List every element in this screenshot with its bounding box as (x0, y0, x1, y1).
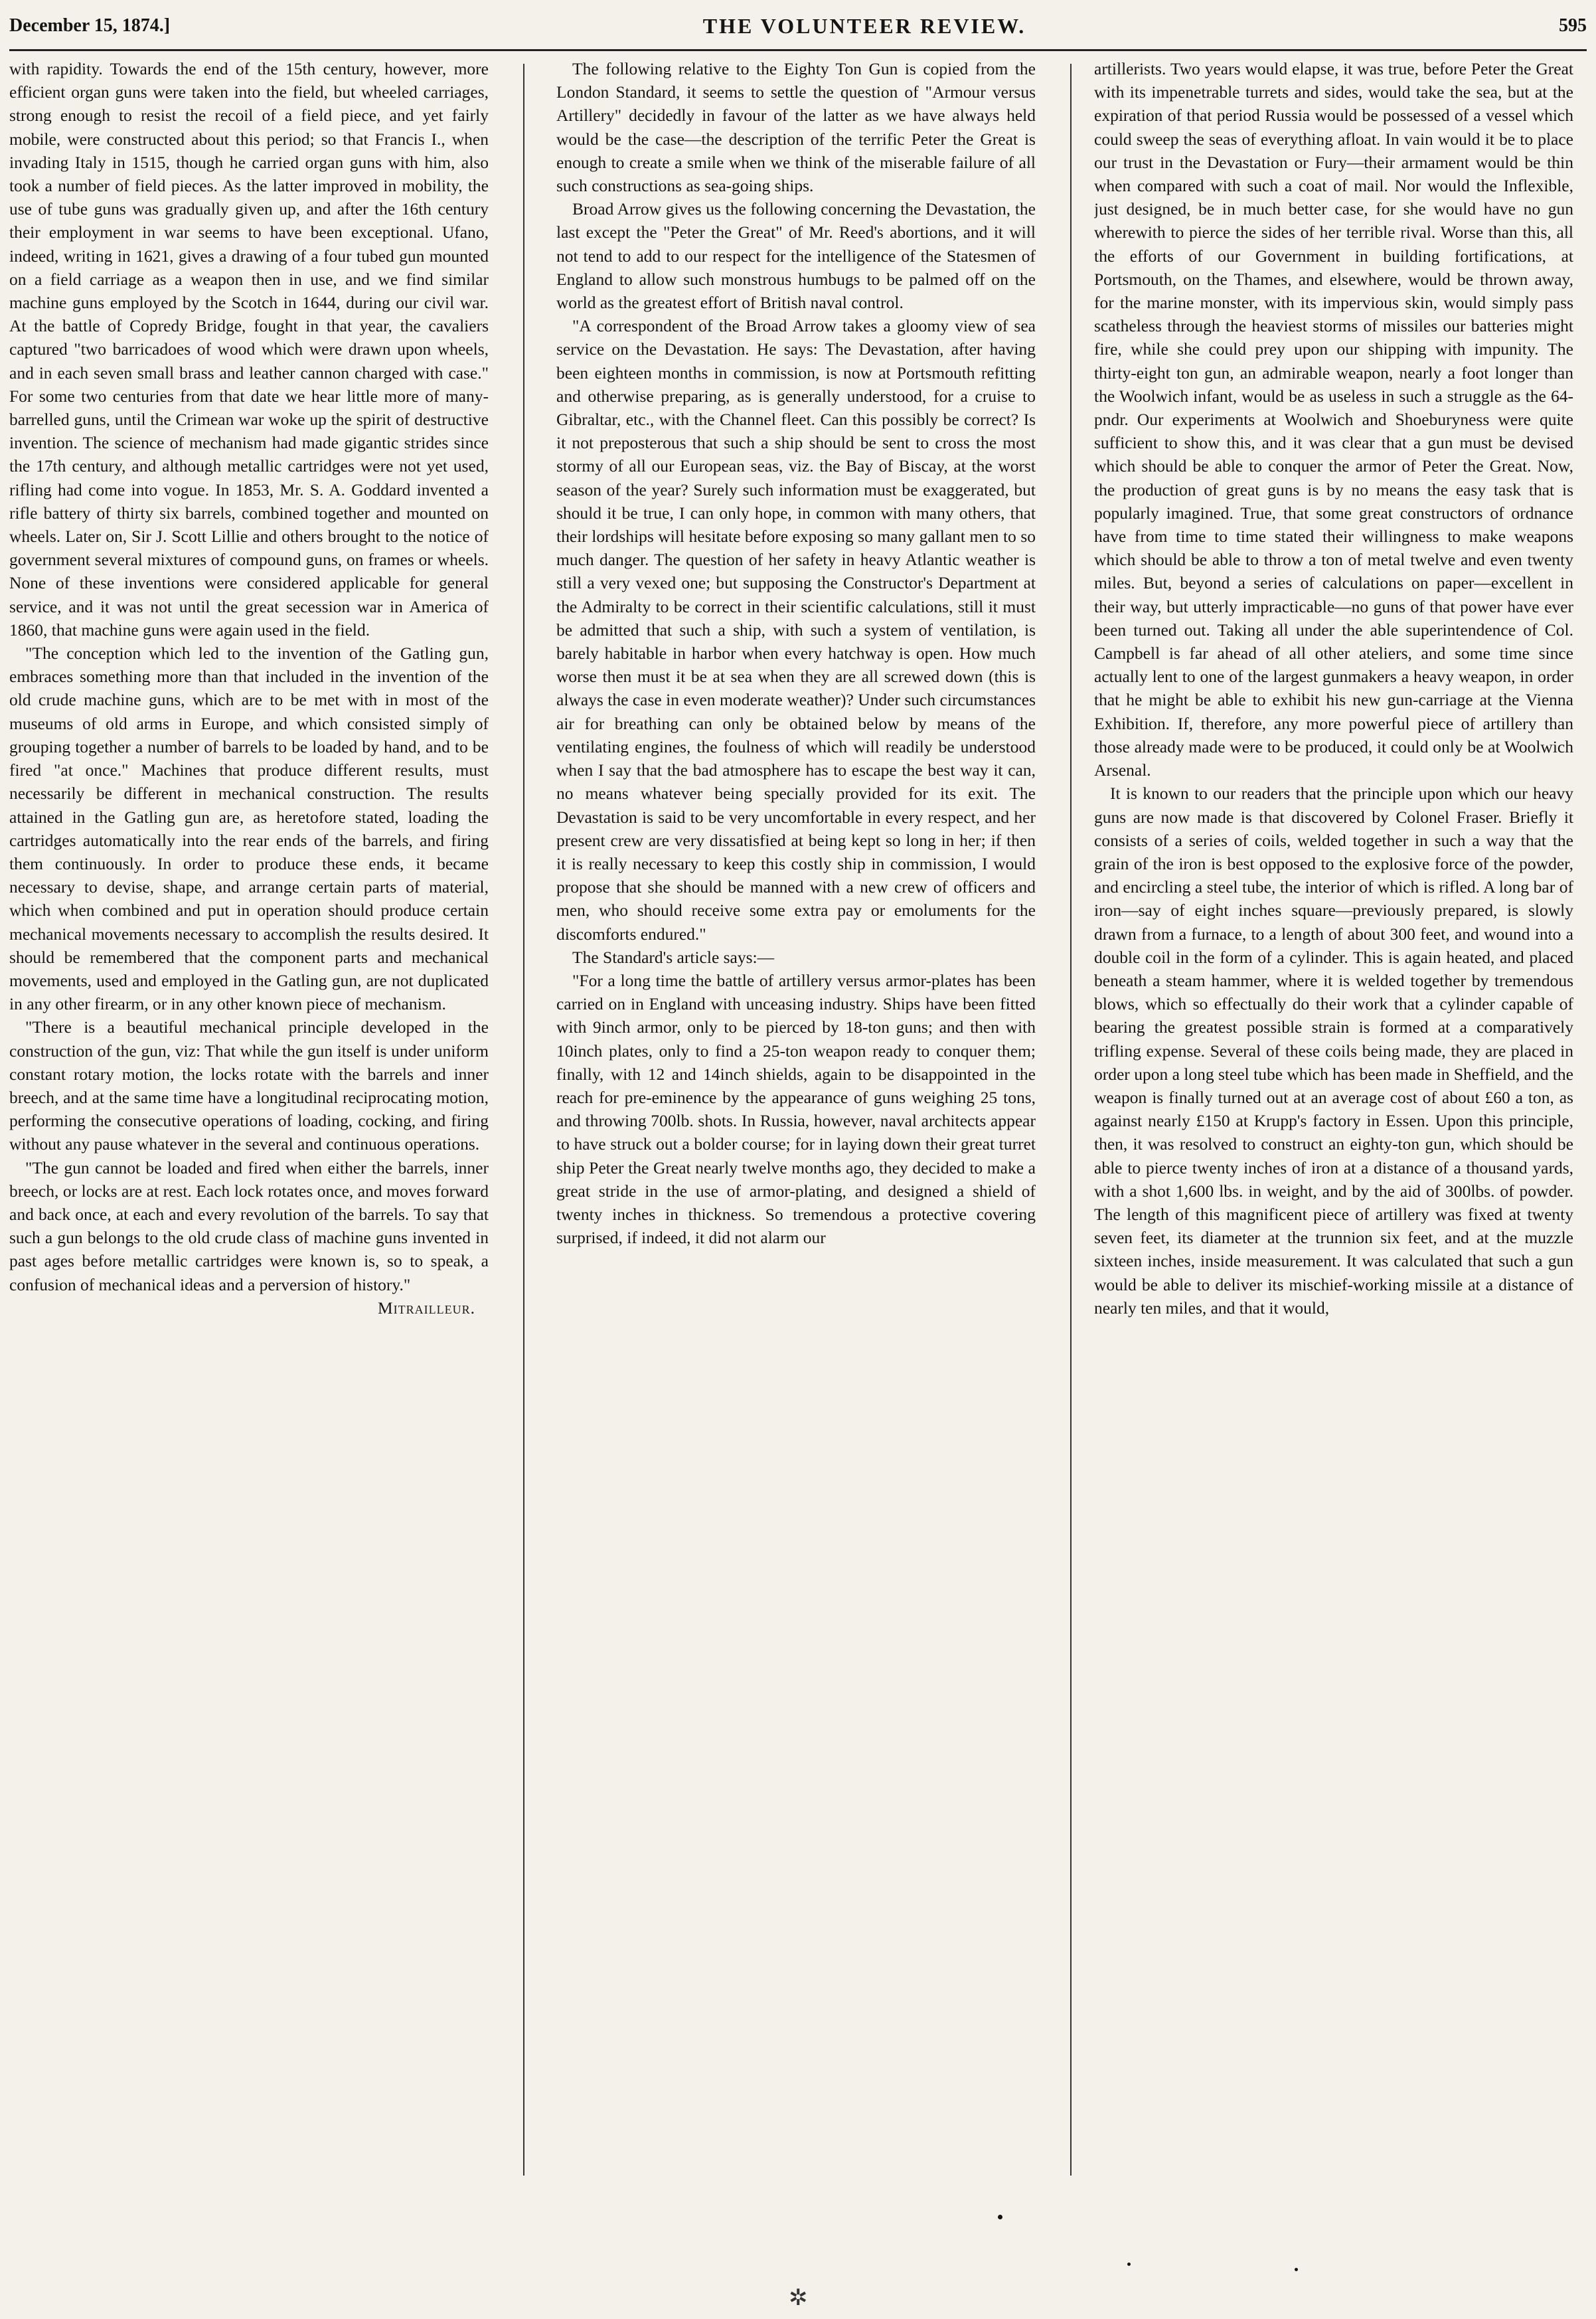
page-header (9, 3, 1587, 51)
column-1 (9, 57, 489, 2182)
page-number: 595 (1559, 15, 1587, 36)
ink-spot (998, 2215, 1002, 2219)
ink-smudge: ✲ (789, 2286, 808, 2310)
paragraph: "The conception which led to the invention of the Gatling gun, embraces something more than that included in the invention of the old crude machine guns, which are to be met with in most of the museums of old arms in Europe, and which consisted simply of grouping together a number of barrels to be loaded by hand, and to be fired "at once." Machines that produce different results, must necessarily be different in mechanical construction. The results attained in the Gatling gun are, as heretofore stated, loading the cartridges automatically into the rear ends of the barrels, and firing them continuously. In order to produce these ends, it became necessary to devise, shape, and arrange certain parts of material, which when combined and put in operation should produce certain mechanical movements necessary to accomplish the results desired. It should be remembered that the component parts and mechanical movements, used and employed in the Gatling gun, are not duplicated in any other firearm, or in any other known piece of mechanism. (9, 644, 489, 1014)
paragraph: "The gun cannot be loaded and fired when either the barrels, inner breech, or locks are at rest. Each lock rotates once, and moves forward and back once, at each and every revolution of the barrels. To say that such a gun belongs to the old crude class of machine guns invented in past ages before metallic cartridges were known is, so to speak, a confusion of mechanical ideas and a perversion of history." (9, 1158, 489, 1294)
paragraph: artillerists. Two years would elapse, it was true, before Peter the Great with its impenetrable turrets and sides, would take the sea, but at the expiration of that period Russia would be possessed of a vessel which could sweep the seas of everything afloat. In vain would it be to place our trust in the Devastation or Fury—their armament would be thin when compared with such a coat of mail. Nor would the Inflexible, just designed, be in much better case, for she would have no gun wherewith to pierce the sides of her terrible rival. Worse than this, all the efforts of our Government in building fortifications, at Portsmouth, on the Thames, and elsewhere, would be thrown away, for the marine monster, with its impervious skin, would simply pass scatheless through the heaviest storms of missiles our batteries might fire, while she could prey upon our shipping with impunity. The thirty-eight ton gun, an admirable weapon, nearly a foot longer than the Woolwich infant, would be as useless in such a struggle as the 64-pndr. Our experiments at Woolwich and Shoeburyness were quite sufficient to show this, and it was clear that a gun must be devised which should be able to conquer the armor of Peter the Great. Now, the production of great guns is by no means the easy task that is popularly imagined. True, that some great constructors of ordnance have from time to time stated their willingness to make weapons which should be able to throw a ton of metal twelve and even twenty miles. But, beyond a series of calculations on paper—excellent in their way, but utterly impracticable—no guns of that power have ever been turned out. Taking all under the able superintendence of Col. Campbell is far ahead of all other ateliers, and some time since actually lent to one of the largest gunmakers a heavy weapon, in order that he might be able to exhibit his new gun-carriage at the Vienna Exhibition. If, therefore, any more powerful piece of artillery than those already made were to be produced, it could only be at Woolwich Arsenal. (1094, 59, 1573, 780)
publication-title: THE VOLUNTEER REVIEW. (702, 13, 1026, 38)
author-signature: Mitrailleur. (377, 1298, 475, 1318)
paragraph: It is known to our readers that the principle upon which our heavy guns are now made is that discovered by Colonel Fraser. Briefly it consists of a series of coils, welded together in such a way that the grain of the iron is best opposed to the explosive force of the powder, and encircling a steel tube, the interior of which is rifled. A long bar of iron—say of eight inches square—previously prepared, is slowly drawn from a furnace, to a length of about 300 feet, and wound into a double coil in the form of a cylinder. This is again heated, and placed beneath a steam hammer, where it is welded together by tremendous blows, which so effectually do their work that a cylinder capable of bearing the greatest possible strain is formed at a comparatively trifling expense. Several of these coils being made, they are placed in order upon a long steel tube which has been made in Sheffield, and the weapon is finally turned out at an average cost of about £60 a ton, as against nearly £150 at Krupp's factory in Essen. Upon this principle, then, it was resolved to construct an eighty-ton gun, which should be able to pierce twenty inches of iron at a distance of a thousand yards, with a shot 1,600 lbs. in weight, and by the aid of 300lbs. of powder. The length of this magnificent piece of artillery was fixed at twenty seven feet, its diameter at the trunnion six feet, and at the muzzle sixteen inches, inside measurement. It was calculated that such a gun would be able to deliver its mischief-working missile at a distance of nearly ten miles, and that it would, (1094, 784, 1573, 1318)
paragraph: "There is a beautiful mechanical principle developed in the construction of the gun, viz: That while the gun itself is under uniform constant rotary motion, the locks rotate with the barrels and inner breech, and at the same time have a longitudinal reciprocating motion, performing the consecutive operations of loading, cocking, and firing without any pause whatever in the several and continuous operations. (9, 1017, 489, 1154)
paragraph: "For a long time the battle of artillery versus armor-plates has been carried on in England with unceasing industry. Ships have been fitted with 9inch armor, only to be pierced by 18-ton guns; and then with 10inch plates, only to find a 25-ton weapon ready to conquer them; finally, with 12 and 14inch shields, again to be disappointed in the reach for pre-eminence by the appearance of guns weighing 25 tons, and throwing 700lb. shots. In Russia, however, naval architects appear to have struck out a bolder course; for in laying down their great turret ship Peter the Great nearly twelve months ago, they decided to make a great stride in the use of armor-plating, and designed a shield of twenty inches in thickness. So tremendous a protective covering surprised, if indeed, it did not alarm our (556, 970, 1036, 1248)
issue-date: December 15, 1874.] (9, 15, 171, 36)
paragraph: The following relative to the Eighty Ton Gun is copied from the London Standard, it seems to settle the question of "Armour versus Artillery" decidedly in favour of the latter as we have always held would be the case—the description of the terrific Peter the Great is enough to create a smile when we think of the miserable failure of all such constructions as sea-going ships. (556, 59, 1036, 196)
paragraph: "A correspondent of the Broad Arrow takes a gloomy view of sea service on the Devastation. He says: The Devastation, after having been eighteen months in commission, is now at Portsmouth refitting and otherwise preparing, as is generally understood, for a cruise to Gibraltar, etc., with the Channel fleet. Can this possibly be correct? Is it not preposterous that such a ship should be sent to cross the most stormy of all our European seas, viz. the Bay of Biscay, at the worst season of the year? Surely such information must be exaggerated, but should it be true, I can only hope, in common with many others, that their lordships will hesitate before exposing so many gallant men to so much danger. The question of her safety in heavy Atlantic weather is still a very vexed one; but supposing the Constructor's Department at the Admiralty to be correct in their scientific calculations, still it must be admitted that such a ship, with such a system of ventilation, is barely habitable in harbor when every hatchway is open. How much worse then must it be at sea when they are all screwed down (this is always the case in even moderate weather)? Under such circumstances air for breathing can only be obtained below by means of the ventilating engines, the foulness of which will readily be understood when I say that the bad atmosphere has to escape the best way it can, no means whatever being specially provided for its exit. The Devastation is said to be very uncomfortable in every respect, and her present crew are very dissatisfied at being kept so long in her; if then it is really necessary to keep this costly ship in commission, I would propose that she should be manned with a new crew of officers and men, who should receive some extra pay or emoluments for the discomforts endured." (556, 316, 1036, 944)
ink-spot (1127, 2263, 1131, 2266)
article-columns (9, 57, 1587, 2182)
paragraph: with rapidity. Towards the end of the 15th century, however, more efficient organ guns were taken into the field, but wheeled carriages, strong enough to resist the recoil of a field piece, and yet fairly mobile, were constructed about this period; so that Francis I., when invading Italy in 1515, though he carried organ guns with him, also took a number of field pieces. As the latter improved in mobility, the use of tube guns was gradually given up, and after the 16th century their employment in war seems to have been exceptional. Ufano, indeed, writing in 1621, gives a drawing of a four tubed gun mounted on a field carriage as a weapon then in use, and we find similar machine guns employed by the Scotch in 1644, during our civil war. At the battle of Copredy Bridge, fought in that year, the cavaliers captured "two barricadoes of wood which were drawn upon wheels, and in each seven small brass and leather cannon charged with case." For some two centuries from that date we hear little more of many-barrelled guns, until the Crimean war woke up the spirit of destructive invention. The science of mechanism had made gigantic strides since the 17th century, and although metallic cartridges were not yet used, rifling had come into vogue. In 1853, Mr. S. A. Goddard invented a rifle battery of thirty six barrels, combined together and mounted on wheels. Later on, Sir J. Scott Lillie and others brought to the notice of government several mixtures of compound guns, on frames or wheels. None of these inventions were considered applicable for general service, and it was not until the great secession war in America of 1860, that machine guns were again used in the field. (9, 59, 489, 640)
column-2 (556, 57, 1036, 2182)
ink-spot (1295, 2268, 1298, 2271)
paragraph: Broad Arrow gives us the following concerning the Devastation, the last except the "Peter the Great" of Mr. Reed's abortions, and it will not tend to add to our respect for the intelligence of the Statesmen of England to allow such monstrous humbugs to be palmed off on the world as the greatest effort of British naval control. (556, 199, 1036, 313)
paragraph: The Standard's article says:— (572, 947, 775, 967)
column-3 (1094, 57, 1573, 2182)
